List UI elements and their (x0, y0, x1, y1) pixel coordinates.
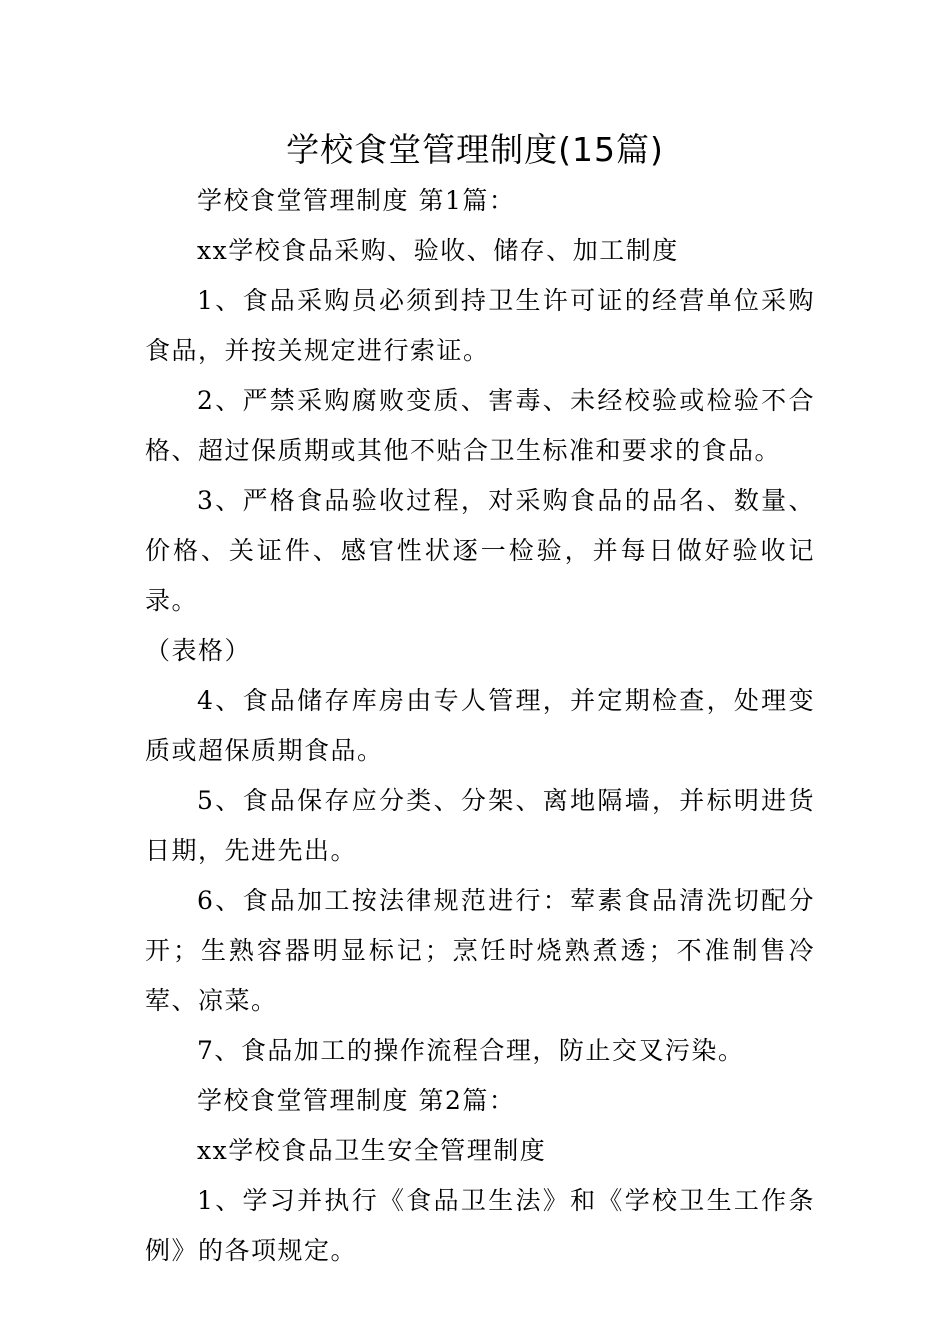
document-body (145, 176, 815, 1276)
table-note: （表格） (145, 636, 252, 665)
rule-paragraph: 1、学习并执行《食品卫生法》和《学校卫生工作条例》的各项规定。 (145, 1186, 815, 1265)
document-title: 学校食堂管理制度(15篇) (286, 130, 664, 169)
rule-paragraph: 7、食品加工的操作流程合理，防止交叉污染。 (197, 1036, 745, 1065)
section-heading-2: 学校食堂管理制度 第2篇： (197, 1086, 516, 1115)
section-subtitle-2: xx学校食品卫生安全管理制度 (197, 1136, 547, 1165)
rule-paragraph: 3、严格食品验收过程，对采购食品的品名、数量、价格、关证件、感官性状逐一检验，并每日做好验收记录。 (145, 486, 815, 615)
rule-paragraph: 5、食品保存应分类、分架、离地隔墙，并标明进货日期，先进先出。 (145, 786, 815, 865)
rule-paragraph: 6、食品加工按法律规范进行：荤素食品清洗切配分开；生熟容器明显标记；烹饪时烧熟煮透；不准制售冷荤、凉菜。 (145, 886, 815, 1015)
section-subtitle-1: xx学校食品采购、验收、储存、加工制度 (197, 236, 679, 265)
rule-paragraph: 1、食品采购员必须到持卫生许可证的经营单位采购食品，并按关规定进行索证。 (145, 286, 815, 365)
section-heading-1: 学校食堂管理制度 第1篇： (197, 186, 516, 215)
rule-paragraph: 2、严禁采购腐败变质、害毒、未经校验或检验不合格、超过保质期或其他不贴合卫生标准和要求的食品。 (145, 386, 815, 465)
rule-paragraph: 4、食品储存库房由专人管理，并定期检查，处理变质或超保质期食品。 (145, 686, 815, 765)
